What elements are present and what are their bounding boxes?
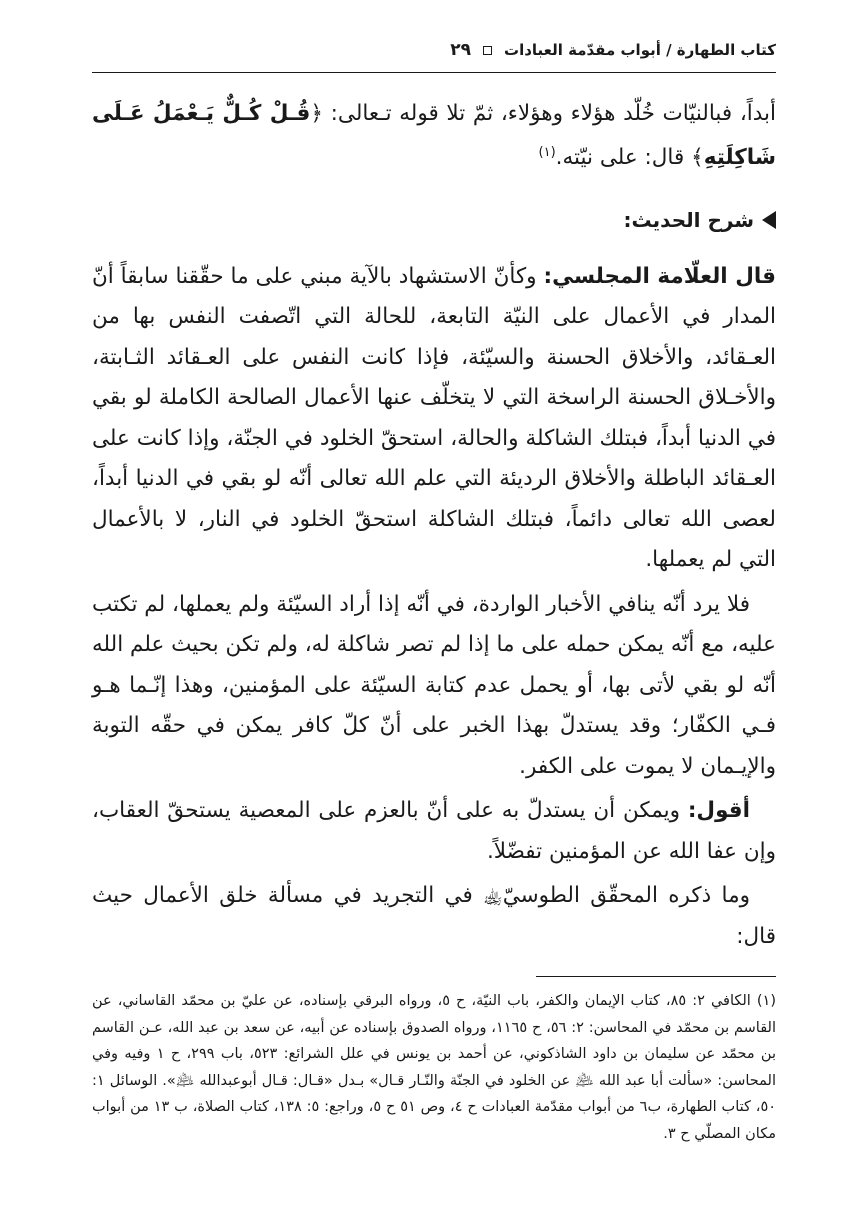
square-separator-icon bbox=[483, 46, 492, 55]
header-rule bbox=[92, 72, 776, 73]
quran-close-bracket: ﴾ bbox=[691, 145, 704, 170]
quran-open-bracket: ﴿ bbox=[310, 101, 323, 126]
section-heading-text: شرح الحديث: bbox=[623, 208, 754, 232]
verse-paragraph bbox=[92, 92, 776, 180]
paragraph-tusi bbox=[92, 876, 776, 957]
triangle-marker-icon bbox=[762, 211, 776, 229]
paragraph-majlisi bbox=[92, 257, 776, 581]
footnote-ref-1: (١) bbox=[538, 144, 556, 160]
paragraph-tusi-body: وما ذكره المحقّق الطوسيّ﵀ في التجريد في مسألة خلق الأعمال حيث قال: bbox=[92, 883, 776, 949]
paragraph-aqulu-body: ويمكن أن يستدلّ به على أنّ بالعزم على المعصية يستحقّ العقاب، وإن عفا الله عن المؤمنين تفضّلاً. bbox=[92, 798, 776, 864]
section-heading bbox=[92, 200, 776, 241]
footnotes bbox=[92, 988, 776, 1147]
footnote-rule bbox=[536, 976, 776, 977]
paragraph-objection-body: فلا يرد أنّه ينافي الأخبار الواردة، في أنّه إذا أراد السيّئة ولم يعملها، لم تكتب عليه، مع أنّه يمكن حمله على ما إذا لم تصر شاكلة له، ولم تكن بحيث علم الله أنّه لو بقي لأتى بها، أو يحمل عدم كتابة السيّئة على المؤمنين، وهذا إنّـما هـو فـي الكفّار؛ وقد يستدلّ بهذا الخبر على أنّ كلّ كافر يمكن في حقّه التوبة والإيـمان لا يموت على الكفر. bbox=[92, 591, 776, 779]
verse-tail: قال: على نيّته. bbox=[555, 145, 685, 170]
verse-lead: أبداً، فبالنيّات خُلّد هؤلاء وهؤلاء، ثمّ تلا قوله تـعالى: bbox=[330, 101, 776, 126]
quran-verse: قُـلْ كُـلٌّ يَـعْمَلُ عَـلَى شَاكِلَتِهِ bbox=[92, 101, 776, 170]
main-text bbox=[92, 92, 776, 957]
speaker-majlisi: قال العلّامة المجلسي: bbox=[543, 263, 776, 289]
footnote-1: (١) الكافي ٢: ٨٥، كتاب الإيمان والكفر، باب النيّة، ح ٥، ورواه البرقي بإسناده، عن عليّ بن محمّد القاساني، عن القاسم بن محمّد في المحاسن: ٢: ٥٦، ح ١١٦٥، ورواه الصدوق بإسناده عن أبيه، عن سعد بن عبد الله، عـن القاسم بن محمّد عن سليمان بن داود الشاذكوني، عن أحمد بن يونس في علل الشرائع: ٥٢٣، باب ٢٩٩، ح ١ وفيه وفي المحاسن: «سألت أبا عبد الله ﵇ عن الخلود في الجنّة والنّـار قـال» بـدل «قـال: قـال أبوعبدالله ﵇». الوسائل ١: ٥٠، كتاب الطهارة، ب٦ من أبواب مقدّمة العبادات ح ٤، وص ٥١ ح ٥، وراجع: ٥: ١٣٨، كتاب الصلاة، ب ١٣ من أبواب مكان المصلّي ح ٣. bbox=[92, 993, 777, 1142]
paragraph-majlisi-body: وكأنّ الاستشهاد بالآية مبني على ما حقّقنا سابقاً أنّ المدار في الأعمال على النيّة التابعة، للحالة التي اتّصفت النفس بها من العـقائد، والأخلاق الحسنة والسيّئة، فإذا كانت النفس على العـقائد الثـابتة، والأخـلاق الحسنة الراسخة التي لا يتخلّف عنها الأعمال الصالحة الكاملة لو بقي في الدنيا أبداً، فبتلك الشاكلة والحالة، استحقّ الخلود في الجنّة، وإذا كانت على العـقائد الباطلة والأخلاق الرديئة التي علم الله تعالى أنّه لو بقي في الدنيا أبداً، لعصى الله تعالى دائماً، فبتلك الشاكلة استحقّ الخلود في النار، لا بالأعمال التي لم يعملها. bbox=[92, 263, 776, 572]
paragraph-aqulu bbox=[92, 791, 776, 872]
paragraph-objection bbox=[92, 585, 776, 788]
header-book-title: كتاب الطهارة / أبواب مقدّمة العبادات bbox=[504, 41, 776, 59]
speaker-aqulu: أقول: bbox=[687, 798, 750, 823]
page-number: ٢٩ bbox=[450, 40, 471, 60]
running-header bbox=[92, 36, 776, 64]
